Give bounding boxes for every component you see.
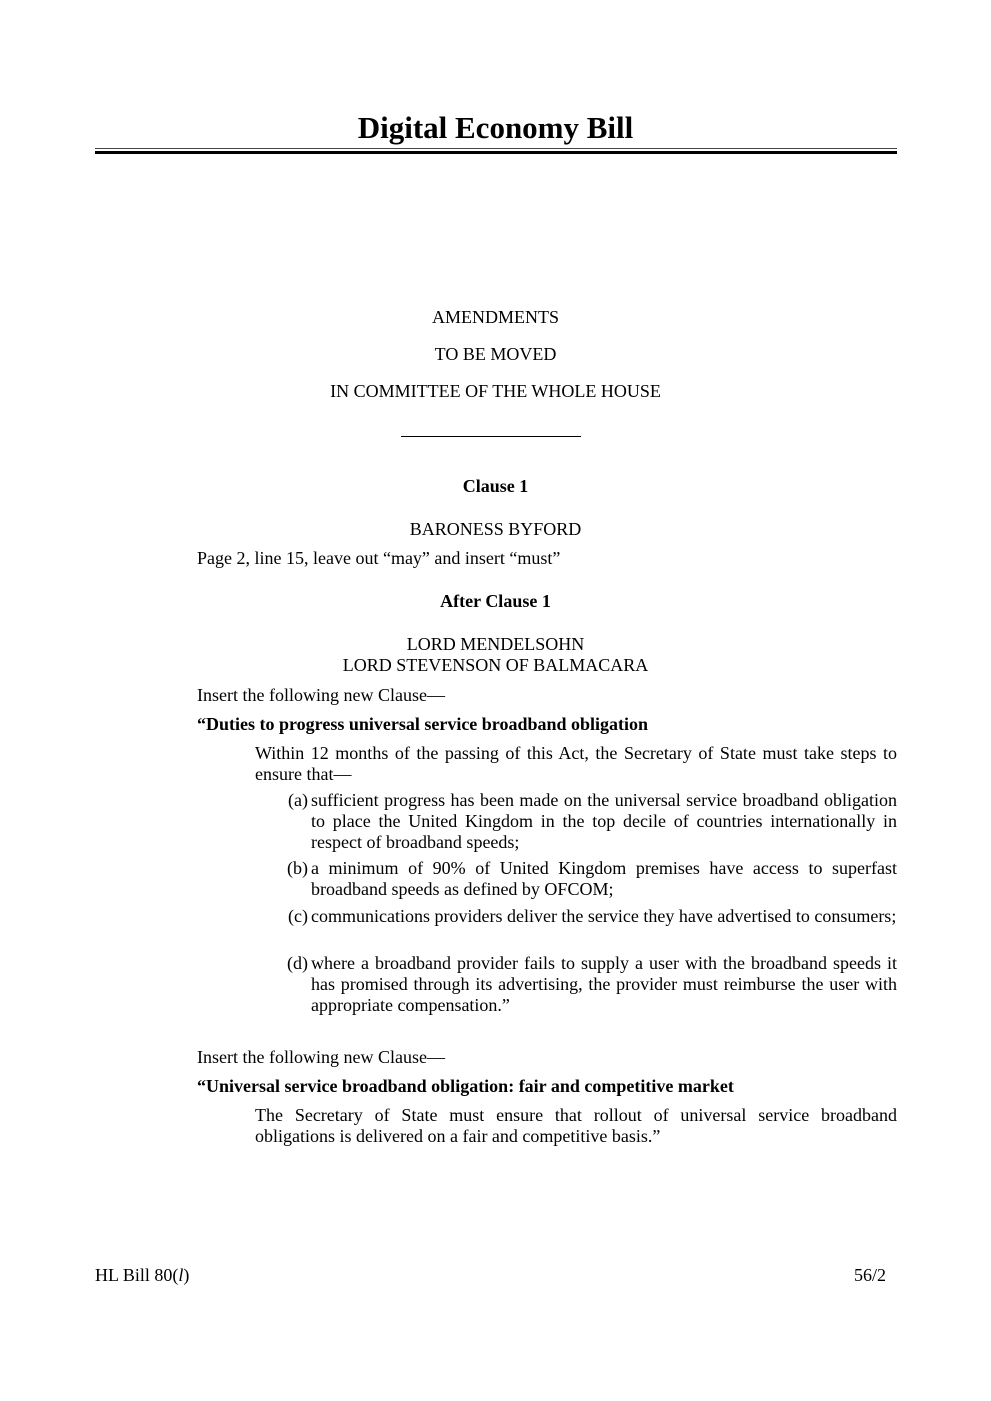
- heading-line-1: AMENDMENTS: [431, 307, 559, 327]
- new-clause-heading: “Universal service broadband obligation: fair and competitive market: [197, 1076, 734, 1096]
- heading-line-2: TO BE MOVED: [434, 344, 557, 364]
- divider: [401, 436, 581, 437]
- heading-line-3: IN COMMITTEE OF THE WHOLE HOUSE: [330, 381, 661, 401]
- item-text: a minimum of 90% of United Kingdom premises have access to superfast broadband speeds as defined by OFCOM;: [311, 858, 897, 899]
- list-item: [270, 953, 897, 1016]
- insert-clause-intro: Insert the following new Clause—: [197, 1047, 445, 1067]
- document-title: Digital Economy Bill: [357, 110, 634, 145]
- mover-name: BARONESS BYFORD: [409, 519, 582, 539]
- bill-number-prefix: HL Bill 80(: [95, 1265, 179, 1285]
- insert-clause-intro: Insert the following new Clause—: [197, 685, 445, 705]
- amendment-text: Page 2, line 15, leave out “may” and insert “must”: [197, 548, 561, 568]
- new-clause-body: The Secretary of State must ensure that rollout of universal service broadband obligations is delivered on a fair and competitive basis.”: [255, 1105, 897, 1146]
- mover-name: LORD MENDELSOHN: [406, 634, 585, 654]
- item-label: (a): [288, 790, 308, 810]
- mover-name: LORD STEVENSON OF BALMACARA: [342, 655, 649, 675]
- new-clause-heading: “Duties to progress universal service broadband obligation: [197, 714, 649, 734]
- item-text: sufficient progress has been made on the universal service broadband obligation to place the United Kingdom in the top decile of countries internationally in respect of broadband speeds;: [311, 790, 897, 852]
- item-label: (d): [287, 953, 308, 973]
- new-clause-body: Within 12 months of the passing of this Act, the Secretary of State must take steps to ensure that—: [255, 743, 897, 784]
- bill-number-suffix: ): [183, 1265, 190, 1285]
- list-item: [270, 790, 897, 853]
- item-label: (c): [288, 906, 308, 926]
- bill-number: [95, 1265, 189, 1286]
- clause-heading: Clause 1: [462, 476, 529, 496]
- item-label: (b): [287, 858, 308, 878]
- list-item: [270, 858, 897, 900]
- title-rule-thick: [95, 151, 897, 154]
- item-text: where a broadband provider fails to supply a user with the broadband speeds it has promised through its advertising, the provider must reimburse the user with appropriate compensation.”: [311, 953, 897, 1015]
- bill-number-session: l: [178, 1265, 184, 1285]
- item-text: communications providers deliver the service they have advertised to consumers;: [311, 906, 897, 926]
- list-item: [270, 906, 897, 927]
- clause-heading: After Clause 1: [440, 591, 551, 611]
- title-rule-thin: [95, 148, 897, 149]
- page-reference: 56/2: [853, 1265, 886, 1285]
